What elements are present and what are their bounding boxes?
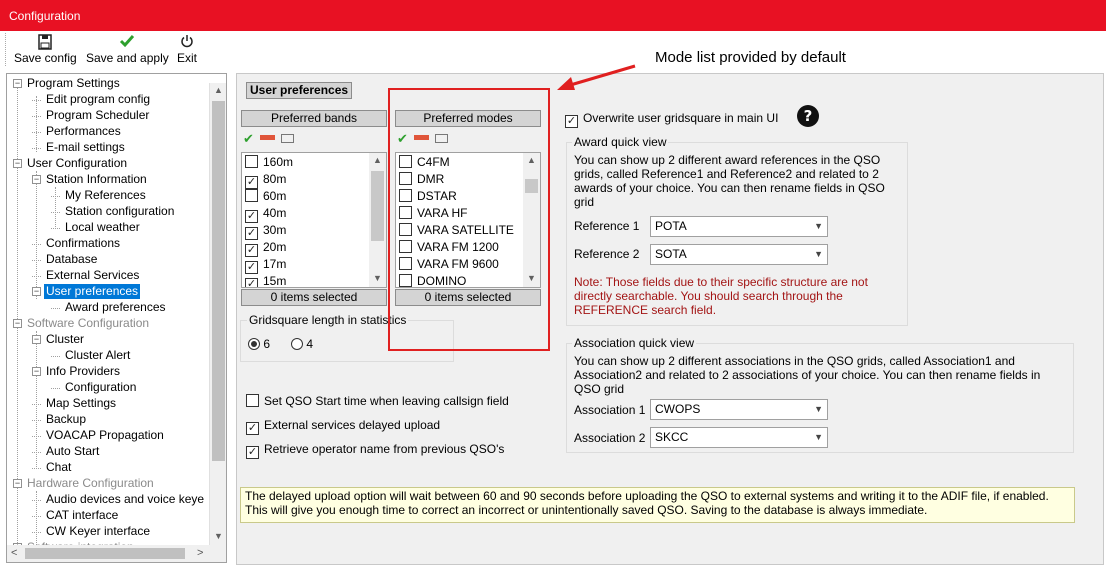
tree-item[interactable]: Database xyxy=(46,252,98,266)
toolbar xyxy=(0,31,1106,69)
list-item[interactable] xyxy=(245,222,286,239)
checkbox-label: Set QSO Start time when leaving callsign field xyxy=(264,394,509,408)
scroll-left-icon[interactable]: < xyxy=(11,547,18,559)
grid-option-4[interactable]: 4 xyxy=(291,337,313,351)
modes-status: 0 items selected xyxy=(395,289,541,306)
list-item[interactable] xyxy=(245,205,286,222)
tree-item[interactable]: Cluster Alert xyxy=(65,348,131,362)
tree-horizontal-scrollbar[interactable] xyxy=(7,545,226,562)
tree-item[interactable]: Program Settings xyxy=(27,76,120,90)
scroll-up-icon[interactable]: ▲ xyxy=(214,85,223,95)
checkmark-icon xyxy=(86,34,168,51)
list-item-label: 60m xyxy=(263,189,287,203)
tree-expander-icon[interactable]: − xyxy=(14,158,21,168)
tree-line xyxy=(32,516,41,517)
tree-line xyxy=(51,228,60,229)
checkbox[interactable]: ✓ xyxy=(247,422,258,434)
scroll-down-icon[interactable]: ▼ xyxy=(214,531,223,541)
tree-line xyxy=(32,420,41,421)
checkbox[interactable]: ✓ xyxy=(566,115,577,127)
tree-item[interactable]: Configuration xyxy=(65,380,137,394)
checkbox[interactable]: ✓ xyxy=(245,278,258,288)
select-value: SKCC xyxy=(655,430,689,444)
grid-option-6[interactable]: 6 xyxy=(248,337,270,351)
tree-expander-icon[interactable]: − xyxy=(33,366,40,376)
select-value: POTA xyxy=(655,219,687,233)
power-icon xyxy=(174,34,200,51)
chevron-down-icon: ▼ xyxy=(814,221,823,231)
tree-item[interactable]: CAT interface xyxy=(46,508,119,522)
tree-line xyxy=(32,132,41,133)
scroll-thumb[interactable] xyxy=(25,548,185,559)
scroll-up-icon[interactable]: ▲ xyxy=(373,155,382,165)
scroll-up-icon[interactable]: ▲ xyxy=(527,155,536,165)
association2-label: Association 2 xyxy=(574,431,646,445)
save-config-label: Save config xyxy=(14,51,77,65)
checkbox[interactable] xyxy=(245,155,258,168)
checkbox-label: Retrieve operator name from previous QSO's xyxy=(264,442,505,456)
tree-item[interactable]: Auto Start xyxy=(46,444,100,458)
association1-label: Association 1 xyxy=(574,403,646,417)
tree-line xyxy=(51,356,60,357)
list-item-label: 17m xyxy=(263,257,287,271)
tree-item[interactable]: Award preferences xyxy=(65,300,166,314)
chevron-down-icon: ▼ xyxy=(814,432,823,442)
tree-item[interactable]: Hardware Configuration xyxy=(27,476,154,490)
tree-line xyxy=(32,452,41,453)
tree-line xyxy=(32,244,41,245)
tree-item[interactable]: My References xyxy=(65,188,146,202)
bands-scrollbar[interactable] xyxy=(369,153,386,287)
select-value: SOTA xyxy=(655,247,687,261)
window-title: Configuration xyxy=(9,9,81,23)
tree-item[interactable]: Software Configuration xyxy=(27,316,150,330)
list-item-label: 80m xyxy=(263,172,287,186)
tree-expander-icon[interactable]: − xyxy=(14,78,21,88)
tree-line xyxy=(32,276,41,277)
checkbox[interactable]: ✓ xyxy=(246,176,257,188)
scroll-down-icon[interactable]: ▼ xyxy=(373,273,382,283)
chevron-down-icon: ▼ xyxy=(814,249,823,259)
tree-item[interactable]: Map Settings xyxy=(46,396,117,410)
tree-line xyxy=(51,388,60,389)
checkbox[interactable] xyxy=(245,189,258,202)
retrieve-operator-checkbox[interactable] xyxy=(246,442,504,459)
tree-item[interactable]: Edit program config xyxy=(46,92,151,106)
tree-line xyxy=(32,260,41,261)
tree-expander-icon[interactable]: − xyxy=(33,334,40,344)
tree-line xyxy=(32,148,41,149)
restore-icon[interactable] xyxy=(281,134,294,143)
tree-item[interactable]: Audio devices and voice keye xyxy=(46,492,205,506)
list-item-label: C4FM xyxy=(417,155,450,169)
tree-item[interactable]: VOACAP Propagation xyxy=(46,428,164,442)
gridsquare-label: Gridsquare length in statistics xyxy=(249,313,407,327)
question-icon[interactable] xyxy=(796,104,820,131)
award-note: Note: Those fields due to their specific structure are not directly searchable. You should search through the REFERENCE search field. xyxy=(574,275,868,317)
bands-header: Preferred bands xyxy=(241,110,387,127)
tree-expander-icon[interactable]: − xyxy=(14,318,21,328)
association2-select[interactable] xyxy=(650,427,828,448)
scroll-right-icon[interactable]: > xyxy=(197,547,204,559)
list-item-label: DSTAR xyxy=(417,189,457,203)
exit-label: Exit xyxy=(176,51,197,65)
association1-select[interactable] xyxy=(650,399,828,420)
list-item-label: DOMINO xyxy=(417,274,467,288)
tree-item[interactable]: Cluster xyxy=(46,332,85,346)
tree-vertical-scrollbar[interactable] xyxy=(209,83,226,545)
tree-item[interactable]: Station Information xyxy=(46,172,147,186)
toolbar-separator xyxy=(5,33,6,66)
checkbox[interactable]: ✓ xyxy=(246,227,257,239)
tree-item[interactable]: Station configuration xyxy=(65,204,175,218)
list-item-label: 40m xyxy=(263,206,287,220)
tree-item[interactable]: User Configuration xyxy=(27,156,128,170)
tree-line xyxy=(32,468,41,469)
tree-line xyxy=(36,331,37,467)
reference1-select[interactable] xyxy=(650,216,828,237)
reference2-label: Reference 2 xyxy=(574,247,640,261)
checkbox-label: Overwrite user gridsquare in main UI xyxy=(583,111,779,125)
tree-item[interactable]: Backup xyxy=(46,412,87,426)
award-title: Award quick view xyxy=(574,135,667,149)
checkbox[interactable]: ✓ xyxy=(246,210,257,222)
scroll-thumb[interactable] xyxy=(371,171,384,241)
list-item-label: VARA SATELLITE xyxy=(417,223,514,237)
tree-line xyxy=(51,212,60,213)
tree-item[interactable]: CW Keyer interface xyxy=(46,524,151,538)
tree-expander-icon[interactable]: − xyxy=(14,478,21,488)
list-item-label: VARA FM 1200 xyxy=(417,240,499,254)
association-title: Association quick view xyxy=(574,336,695,350)
list-item-label: VARA FM 9600 xyxy=(417,257,499,271)
uncheck-all-icon[interactable] xyxy=(260,135,275,140)
check-all-icon[interactable]: ✔ xyxy=(243,131,254,146)
annotation-highlight-box xyxy=(388,88,550,351)
scroll-down-icon[interactable]: ▼ xyxy=(527,273,536,283)
tree-line xyxy=(36,171,37,299)
tree-line xyxy=(32,100,41,101)
info-box: The delayed upload option will wait between 60 and 90 seconds before uploading the QSO to external systems and writing it to the ADIF file, if enabled. This will give you enough time to correct an incorrect or unintentionally saved QSO. Saving to the database is always immediate. xyxy=(240,487,1075,523)
bands-status: 0 items selected xyxy=(241,289,387,306)
save-apply-label: Save and apply xyxy=(86,51,169,65)
select-value: CWOPS xyxy=(655,402,701,416)
delayed-upload-checkbox[interactable] xyxy=(246,418,440,435)
check-all-icon[interactable]: ✔ xyxy=(397,131,408,146)
list-item-label: 20m xyxy=(263,240,287,254)
tree-item[interactable]: Performances xyxy=(46,124,121,138)
tree-line xyxy=(32,116,41,117)
list-item-label: 15m xyxy=(263,274,287,288)
tree-item[interactable]: Confirmations xyxy=(46,236,121,250)
association-description: You can show up 2 different associations in the QSO grids, called Association1 and Association2 and related to 2 associations of your choice. You can then rename fields in QSO grid xyxy=(574,354,1041,396)
overwrite-gridsquare-checkbox[interactable] xyxy=(565,111,778,128)
tree-line xyxy=(32,436,41,437)
checkbox[interactable]: ✓ xyxy=(246,244,257,256)
scroll-thumb[interactable] xyxy=(212,101,225,461)
radio-6[interactable] xyxy=(248,338,260,350)
award-description: You can show up 2 different award references in the QSO grids, called Reference1 and Reference2 and related to 2 awards of your choice. You can then rename fields in QSO grid xyxy=(574,153,885,209)
reference2-select[interactable] xyxy=(650,244,828,265)
list-item-label: 30m xyxy=(263,223,287,237)
annotation-arrow-icon xyxy=(555,62,640,97)
tree-item[interactable]: Program Scheduler xyxy=(46,108,150,122)
bands-toolbar xyxy=(243,131,294,147)
title-bar xyxy=(0,0,1106,31)
tree-item[interactable]: External Services xyxy=(46,268,140,282)
list-item[interactable] xyxy=(245,154,293,171)
radio-4[interactable] xyxy=(291,338,303,350)
checkbox-label: External services delayed upload xyxy=(264,418,441,432)
exit-button[interactable] xyxy=(174,34,200,68)
qso-start-checkbox[interactable] xyxy=(246,394,509,408)
tree-item[interactable]: Info Providers xyxy=(46,364,121,378)
section-title: User preferences xyxy=(246,82,352,99)
tree-line xyxy=(51,196,60,197)
tree-line xyxy=(55,187,56,227)
list-item[interactable] xyxy=(245,239,286,256)
list-item-label: 160m xyxy=(263,155,294,169)
list-item-label: VARA HF xyxy=(417,206,468,220)
tree-line xyxy=(32,500,41,501)
save-config-button[interactable] xyxy=(14,34,76,68)
list-item[interactable] xyxy=(245,273,286,288)
modes-header: Preferred modes xyxy=(395,110,541,127)
tree-item[interactable]: Chat xyxy=(46,460,72,474)
floppy-icon xyxy=(14,34,76,51)
chevron-down-icon: ▼ xyxy=(814,404,823,414)
tree-line xyxy=(32,532,41,533)
reference1-label: Reference 1 xyxy=(574,219,640,233)
list-item[interactable] xyxy=(245,256,286,273)
list-item-label: DMR xyxy=(417,172,445,186)
tree-line xyxy=(51,308,60,309)
save-apply-button[interactable] xyxy=(86,34,168,68)
tree-expander-icon[interactable]: − xyxy=(33,286,40,296)
tree-item[interactable]: E-mail settings xyxy=(46,140,125,154)
tree-line xyxy=(36,96,37,152)
tree-item[interactable]: User preferences xyxy=(46,284,139,298)
checkbox[interactable]: ✓ xyxy=(246,261,257,273)
list-item[interactable] xyxy=(245,171,286,188)
tree-item[interactable]: Local weather xyxy=(65,220,140,234)
checkbox[interactable] xyxy=(246,394,259,407)
annotation-text: Mode list provided by default xyxy=(655,49,846,66)
bands-list[interactable] xyxy=(241,152,387,288)
svg-text:?: ? xyxy=(803,107,813,125)
tree-expander-icon[interactable]: − xyxy=(33,174,40,184)
tree-line xyxy=(32,404,41,405)
checkbox[interactable]: ✓ xyxy=(247,446,258,458)
list-item[interactable] xyxy=(245,188,286,205)
